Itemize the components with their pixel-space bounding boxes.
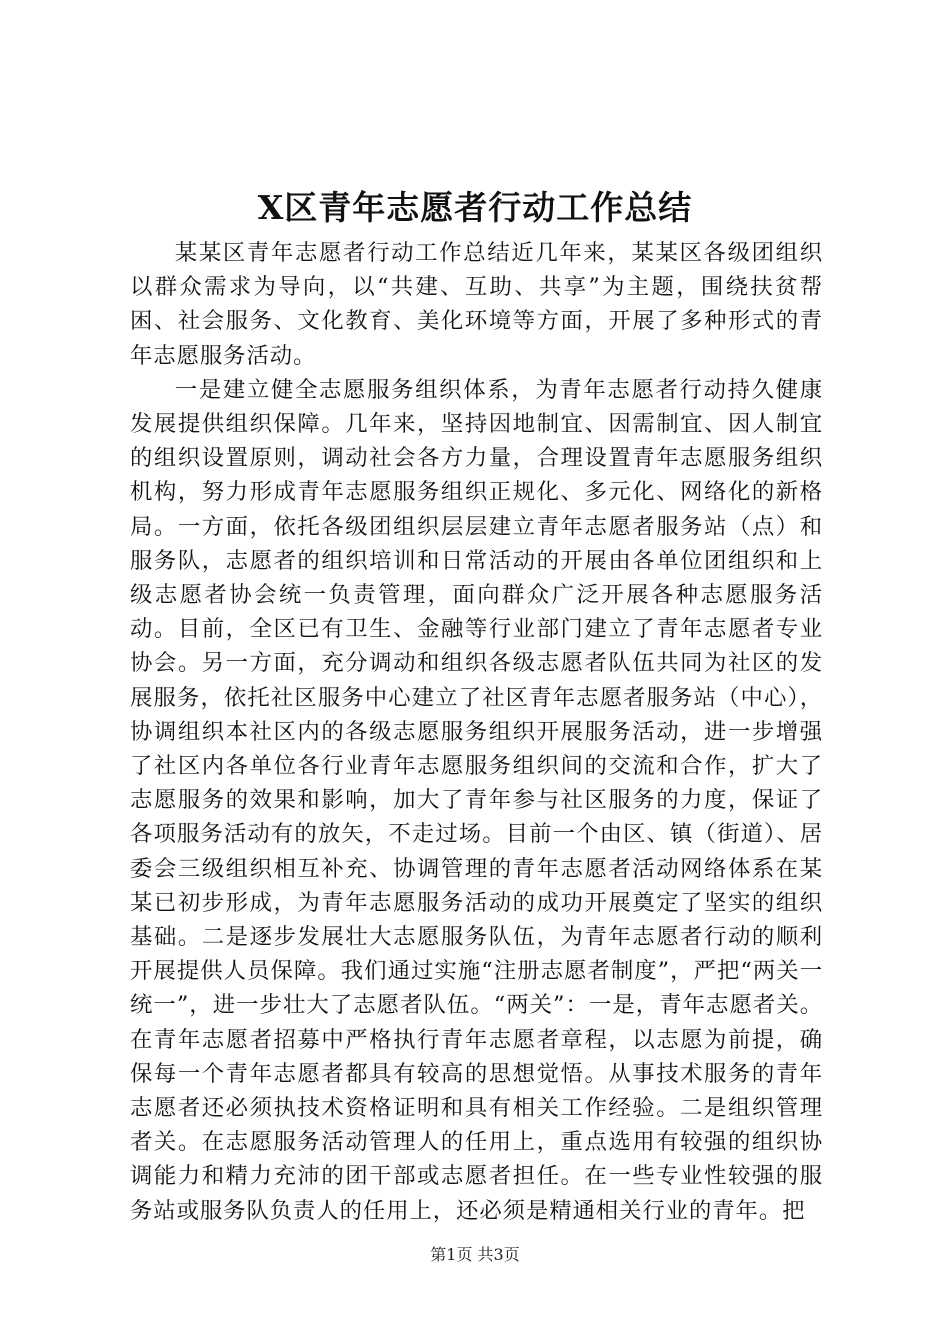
page-number-footer: 第1页 共3页: [430, 1245, 520, 1264]
paragraph-intro: 某某区青年志愿者行动工作总结近几年来，某某区各级团组织以群众需求为导向，以“共建、互助、共享”为主题，围绕扶贫帮困、社会服务、文化教育、美化环境等方面，开展了多种形式的青年志愿服务活动。: [130, 240, 823, 369]
document-body: [130, 236, 823, 1228]
paragraph-main: 一是建立健全志愿服务组织体系，为青年志愿者行动持久健康发展提供组织保障。几年来，坚持因地制宜、因需制宜、因人制宜的组织设置原则，调动社会各方力量，合理设置青年志愿服务组织机构，努力形成青年志愿服务组织正规化、多元化、网络化的新格局。一方面，依托各级团组织层层建立青年志愿者服务站（点）和服务队，志愿者的组织培训和日常活动的开展由各单位团组织和上级志愿者协会统一负责管理，面向群众广泛开展各种志愿服务活动。目前，全区已有卫生、金融等行业部门建立了青年志愿者专业协会。另一方面，充分调动和组织各级志愿者队伍共同为社区的发展服务，依托社区服务中心建立了社区青年志愿者服务站（中心），协调组织本社区内的各级志愿服务组织开展服务活动，进一步增强了社区内各单位各行业青年志愿服务组织间的交流和合作，扩大了志愿服务的效果和影响，加大了青年参与社区服务的力度，保证了各项服务活动有的放矢，不走过场。目前一个由区、镇（街道）、居委会三级组织相互补充、协调管理的青年志愿者活动网络体系在某某已初步形成，为青年志愿服务活动的成功开展奠定了坚实的组织基础。二是逐步发展壮大志愿服务队伍，为青年志愿者行动的顺利开展提供人员保障。我们通过实施“注册志愿者制度”，严把“两关一统一”，进一步壮大了志愿者队伍。“两关”：一是，青年志愿者关。在青年志愿者招募中严格执行青年志愿者章程，以志愿为前提，确保每一个青年志愿者都具有较高的思想觉悟。从事技术服务的青年志愿者还必须执技术资格证明和具有相关工作经验。二是组织管理者关。在志愿服务活动管理人的任用上，重点选用有较强的组织协调能力和精力充沛的团干部或志愿者担任。在一些专业性较强的服务站或服务队负责人的任用上，还必须是精通相关行业的青年。把: [130, 376, 823, 1224]
document-title: X区青年志愿者行动工作总结: [257, 188, 693, 227]
